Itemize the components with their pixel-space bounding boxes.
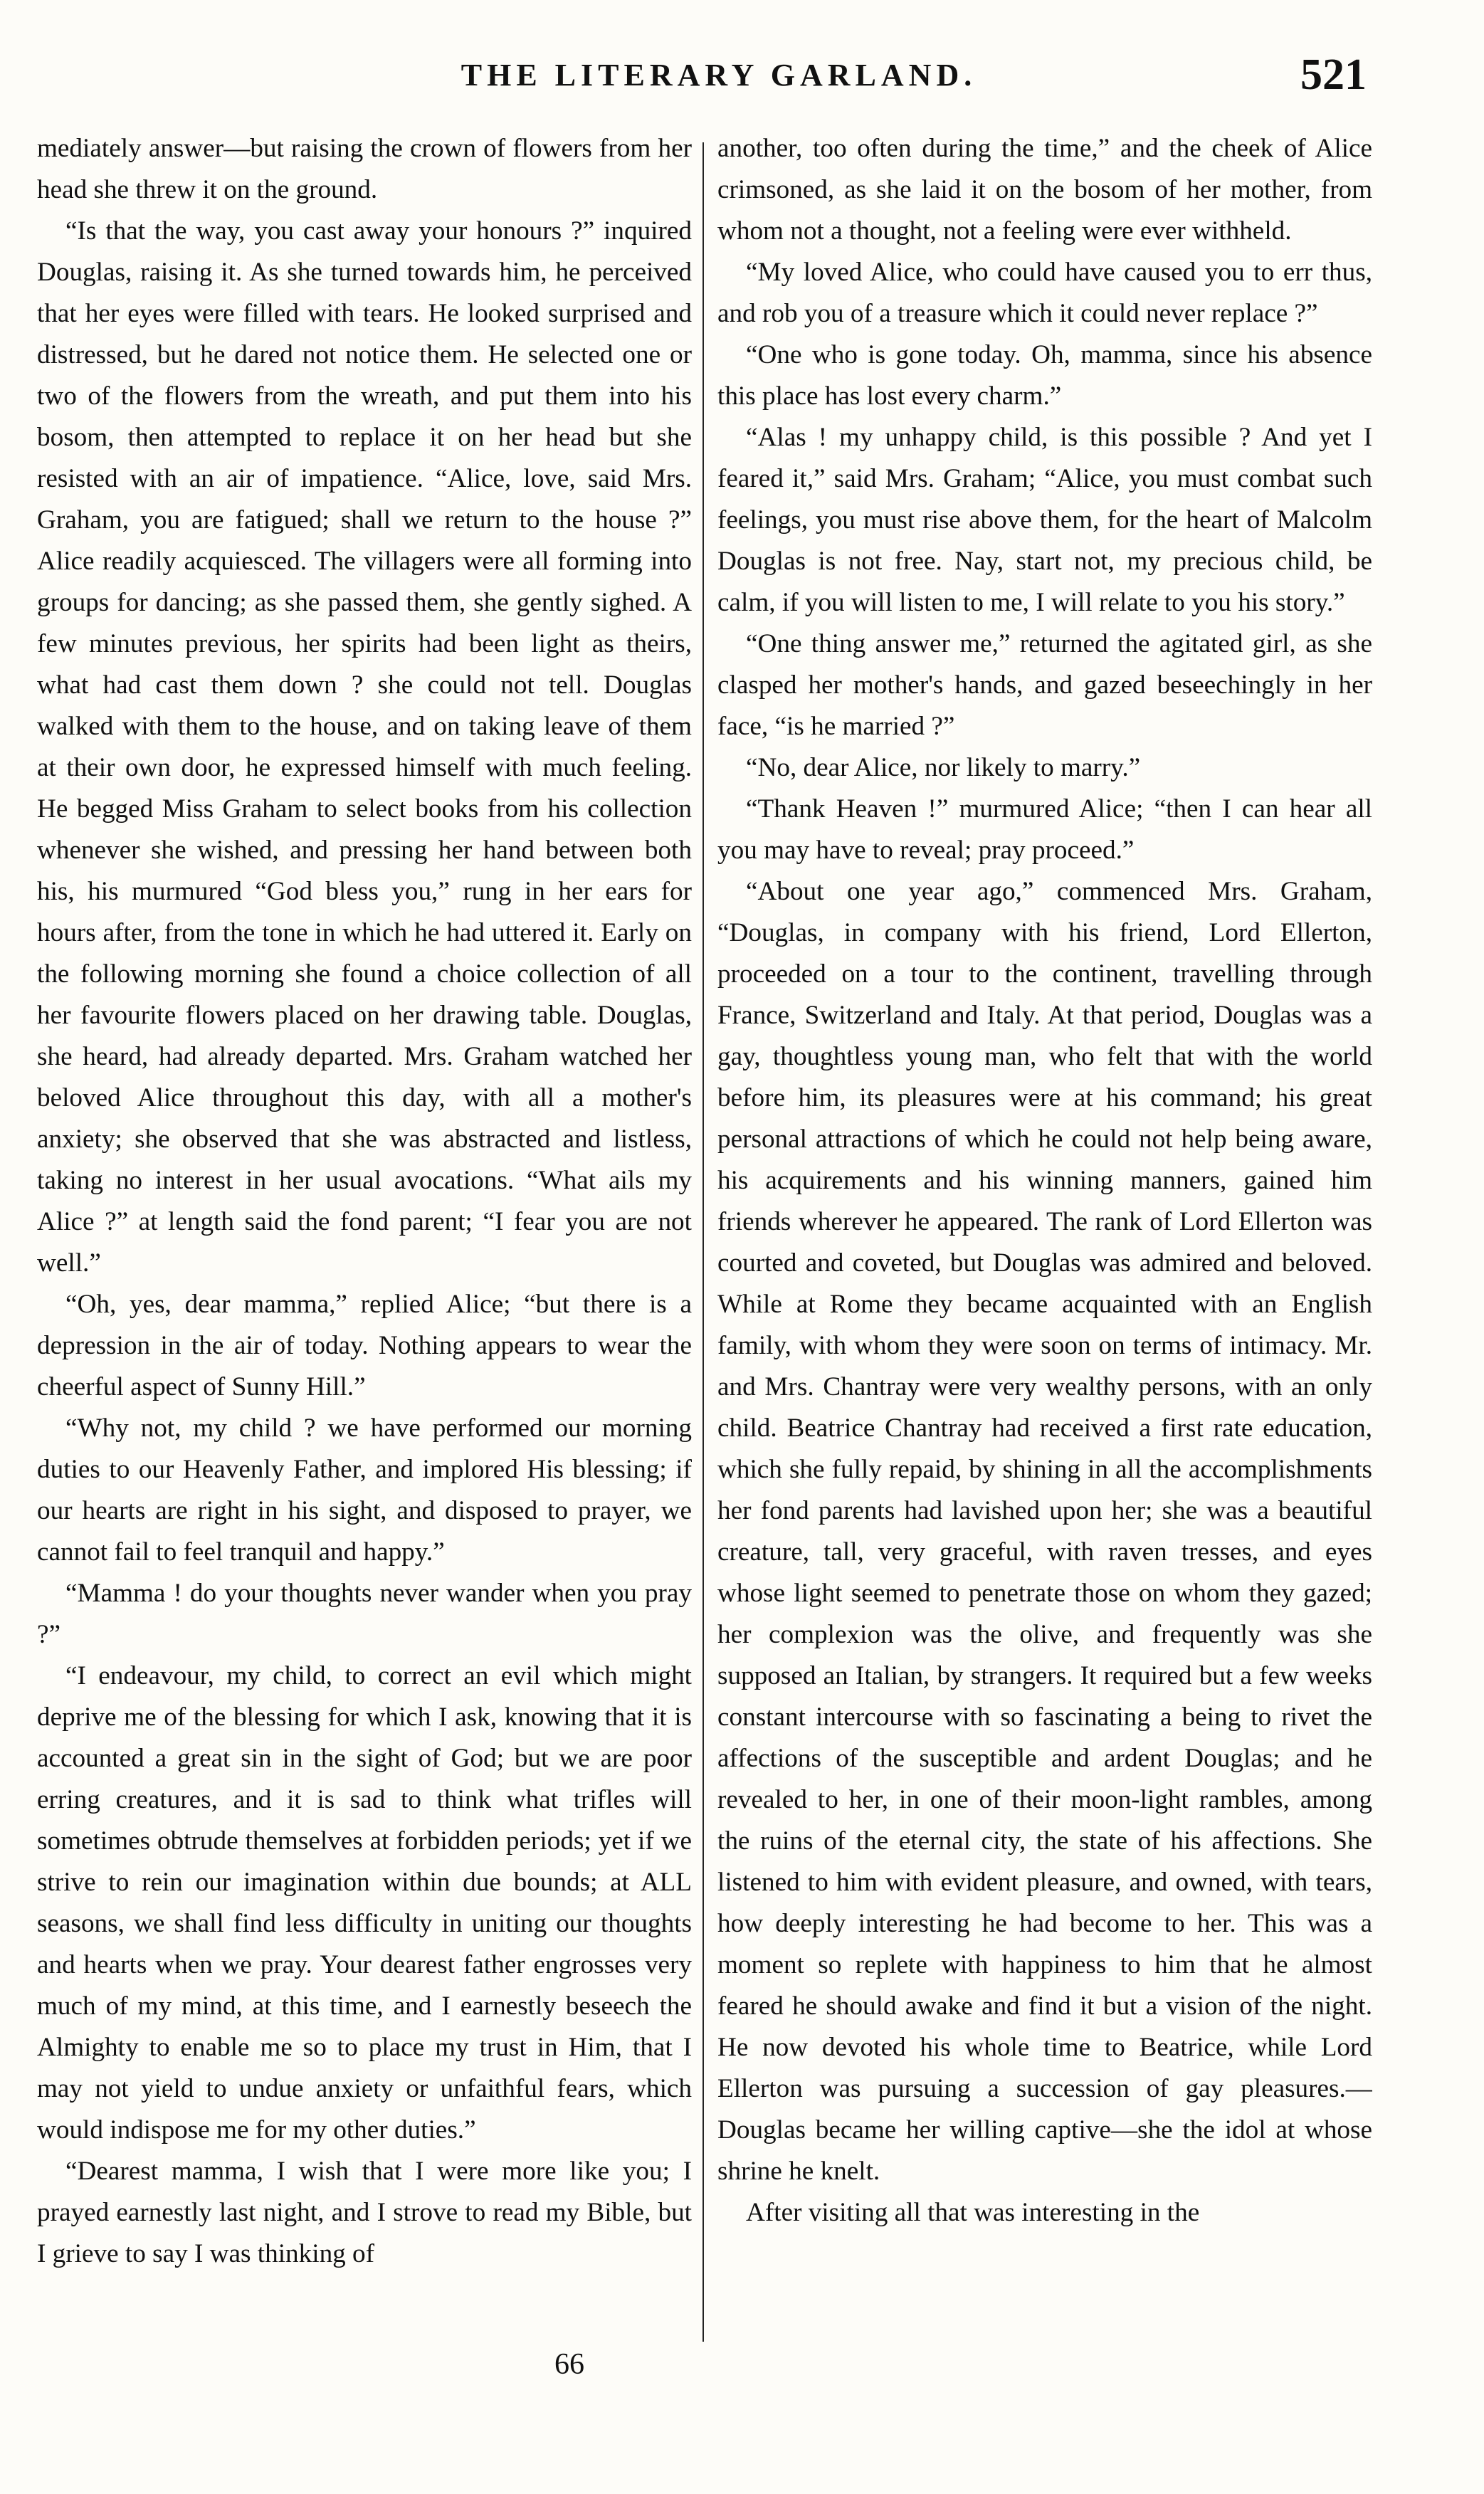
column-divider [702, 142, 704, 2342]
right-column [717, 128, 1372, 2342]
paragraph: “One thing answer me,” returned the agitated girl, as she clasped her mother's hands, and gazed beseechingly in her face, “is he married ?” [717, 629, 1372, 741]
paragraph: After visiting all that was interesting in the [746, 2198, 1200, 2227]
left-column [37, 128, 692, 2342]
signature-mark: 66 [554, 2348, 584, 2381]
paragraph: mediately answer—but raising the crown of flowers from her head she threw it on the ground. [37, 134, 692, 204]
paragraph: “Thank Heaven !” murmured Alice; “then I can hear all you may have to reveal; pray proceed.” [717, 794, 1372, 865]
page-header [50, 50, 1388, 114]
paragraph: “My loved Alice, who could have caused you to err thus, and rob you of a treasure which it could never replace ?” [717, 258, 1372, 328]
paragraph: “I endeavour, my child, to correct an evil which might deprive me of the blessing for which I ask, knowing that it is accounted a great sin in the sight of God; but we are poor erring creatures, and it is sad to think what trifles will sometimes obtrude themselves at forbidden periods; yet if we strive to rein our imagination within due bounds; at ALL seasons, we shall find less difficulty in uniting our thoughts and hearts when we pray. Your dearest father engrosses very much of my mind, at this time, and I earnestly beseech the Almighty to enable me so to place my trust in Him, that I may not yield to undue anxiety or unfaithful fears, which would indispose me for my other duties.” [37, 1661, 692, 2145]
paragraph: “Dearest mamma, I wish that I were more like you; I prayed earnestly last night, and I strove to read my Bible, but I grieve to say I was thinking of [37, 2157, 692, 2268]
paragraph: “Why not, my child ? we have performed our morning duties to our Heavenly Father, and implored His blessing; if our hearts are right in his sight, and disposed to prayer, we cannot fail to feel tranquil and happy.” [37, 1414, 692, 1567]
paragraph: “No, dear Alice, nor likely to marry.” [746, 753, 1141, 782]
paragraph: “Mamma ! do your thoughts never wander when you pray ?” [37, 1579, 692, 1649]
page-number: 521 [1300, 51, 1367, 99]
paragraph: “Oh, yes, dear mamma,” replied Alice; “but there is a depression in the air of today. Nothing appears to wear the cheerful aspect of Sunny Hill.” [37, 1290, 692, 1401]
running-title: THE LITERARY GARLAND. [461, 58, 977, 93]
paragraph: “About one year ago,” commenced Mrs. Graham, “Douglas, in company with his friend, Lord Ellerton, proceeded on a tour to the continent, travelling through France, Switzerland and Italy. At that period, Douglas was a gay, thoughtless young man, who felt that with the world before him, its pleasures were at his command; his great personal attractions of which he could not help being aware, his acquirements and his winning manners, gained him friends wherever he appeared. The rank of Lord Ellerton was courted and coveted, but Douglas was admired and beloved. While at Rome they became acquainted with an English family, with whom they were soon on terms of intimacy. Mr. and Mrs. Chantray were very wealthy persons, with an only child. Beatrice Chantray had received a first rate education, which she fully repaid, by shining in all the accomplishments her fond parents had lavished upon her; she was a beautiful creature, tall, very graceful, with raven tresses, and eyes whose light seemed to penetrate those on whom they gazed; her complexion was the olive, and frequently was she supposed an Italian, by strangers. It required but a few weeks constant intercourse with so fascinating a being to rivet the affections of the susceptible and ardent Douglas; and he revealed to her, in one of their moon-light rambles, among the ruins of the eternal city, the state of his affections. She listened to him with evident pleasure, and owned, with tears, how deeply interesting he had become to her. This was a moment so replete with happiness to him that he almost feared he should awake and find it but a vision of the night. He now devoted his whole time to Beatrice, while Lord Ellerton was pursuing a succession of gay pleasures.—Douglas became her willing captive—she the idol at whose shrine he knelt. [717, 877, 1372, 2186]
paragraph: another, too often during the time,” and the cheek of Alice crimsoned, as she laid it on the bosom of her mother, from whom not a thought, not a feeling were ever withheld. [717, 134, 1372, 246]
paragraph: “Alas ! my unhappy child, is this possible ? And yet I feared it,” said Mrs. Graham; “Alice, you must combat such feelings, you must rise above them, for the heart of Malcolm Douglas is not free. Nay, start not, my precious child, be calm, if you will listen to me, I will relate to you his story.” [717, 423, 1372, 617]
paragraph: “One who is gone today. Oh, mamma, since his absence this place has lost every charm.” [717, 340, 1372, 411]
paragraph: “Is that the way, you cast away your honours ?” inquired Douglas, raising it. As she turned towards him, he perceived that her eyes were filled with tears. He looked surprised and distressed, but he dared not notice them. He selected one or two of the flowers from the wreath, and put them into his bosom, then attempted to replace it on her head but she resisted with an air of impatience. “Alice, love, said Mrs. Graham, you are fatigued; shall we return to the house ?” Alice readily acquiesced. The villagers were all forming into groups for dancing; as she passed them, she gently sighed. A few minutes previous, her spirits had been light as theirs, what had cast them down ? she could not tell. Douglas walked with them to the house, and on taking leave of them at their own door, he expressed himself with much feeling. He begged Miss Graham to select books from his collection whenever she wished, and pressing her hand between both his, his murmured “God bless you,” rung in her ears for hours after, from the tone in which he had uttered it. Early on the following morning she found a choice collection of all her favourite flowers placed on her drawing table. Douglas, she heard, had already departed. Mrs. Graham watched her beloved Alice throughout this day, with all a mother's anxiety; she observed that she was abstracted and listless, taking no interest in her usual avocations. “What ails my Alice ?” at length said the fond parent; “I fear you are not well.” [37, 216, 692, 1278]
